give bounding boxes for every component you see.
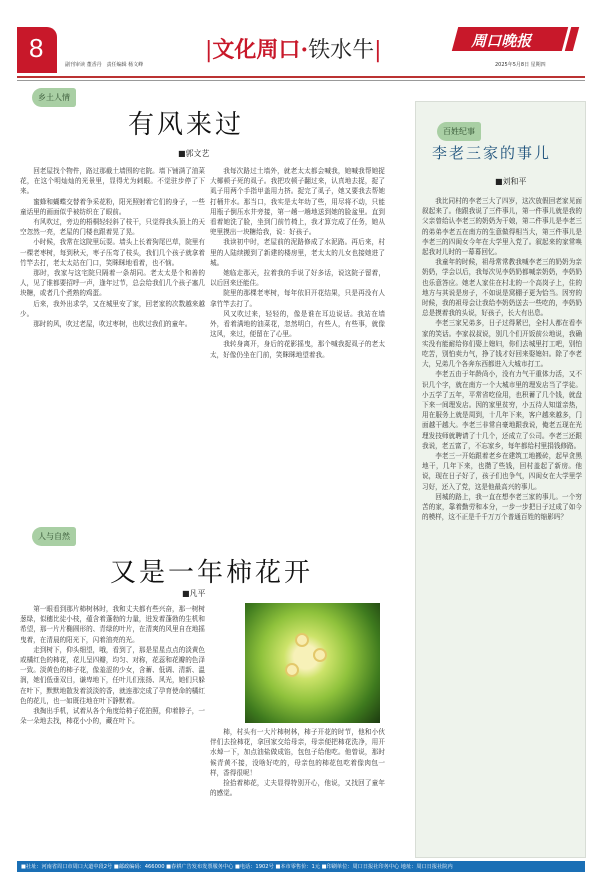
paragraph: 蜜蜂和蝴蝶交替着争采花粉，阳光照射着它们的身子，一些童话里的画面似乎被纺织在了眼前。 [20, 197, 205, 216]
sidebar-tag: 百姓纪事 [437, 122, 481, 141]
article2-column-2 [210, 727, 385, 859]
paragraph: 李老三一开始跟着老乡在建筑工地搬砖，起早贪黑地干，几年下来，也攒了些钱，回村盖起了新房。他说，现在日子好了，孩子们也争气，四闺女在大学里学习好，还入了党，这是他最高兴的事儿。 [422, 452, 582, 491]
paragraph: 第一眼看到那片柿树林时，我和丈夫都有些兴奋，那一树树葱绿，似穗比徒小枝，蕴含着蓬勃的力量，迸发着蓬勃的生机和希望，那一片片椭圆形的、青绿的叶片，在清爽的风里自在地摇曳着，在清晨的阳光下，闪着油亮的光。 [20, 605, 205, 644]
sidebar-body [422, 196, 582, 856]
page-number: 8 [17, 27, 57, 73]
paragraph: 李老五由于年龄尚小，没有力气干重体力活，又不识几个字，就在南方一个大城市里的理发店当了学徒。小五学了五年，平常省吃俭用，也积蓄了几个钱，就盘下来一间理发店。因的家里贫穷，小五待人知道亲热，用在服务上就是周到，十几年下来，客户越来越多，门面越干越大。李老三非常自豪地跟我说，俺老五现在光理发技师就聘请了十几个，还成立了公司。李老三还跟我说，老五富了，不忘家乡，每年都给村里捐钱修路。 [422, 370, 582, 450]
paragraph: 捡拾着柿花，丈夫显得特别开心，他说，又找回了童年的感觉。 [210, 779, 385, 798]
article2-tag: 人与自然 [32, 527, 76, 546]
editors-credit: 副刊审读 董香丹 责任编辑 杨文峰 [65, 62, 144, 68]
sidebar-title: 李老三家的事儿 [432, 144, 552, 162]
section-name-red: 文化周口 [212, 37, 301, 63]
persimmon-flower-photo [245, 603, 380, 723]
article2-title: 又是一年柿花开 [110, 558, 314, 588]
issue-date: 2025年5月8日 星期四 [495, 62, 546, 68]
paragraph: 我比同村的李老三大了四岁，这次放假回老家见面叙起来了。他跟我说了三件事儿，第一件事儿就是我的父亲曾给认李老三的奶奶为干娘，第二件事儿是李老三的弟弟李老五在南方的生意做得相当大，第三件事儿是李老三的四闺女今年在大学里入党了。叙起来的家常唤起我对儿时的一幕幕回忆。 [422, 197, 582, 257]
sidebar-author: ■刘和平 [495, 177, 527, 186]
article1-tag: 乡土人情 [32, 88, 76, 107]
paragraph: 有风吹过，旁边的梧桐轻轻斜了枝干，只觉得我头顶上的天空忽然一亮，老屋的门楼也跟着晃了晃。 [20, 218, 205, 237]
paragraph: 那时的风，吹过老屋，吹过枣树，也吹过我们的童年。 [33, 320, 192, 329]
paragraph: 小时候，我常在这院里玩耍。墙头上长着狗尾巴草，院里有一棵老枣树，每到秋天，枣子压弯了枝头，我们几个孩子就拿着竹竿去打，老太太站在门口，笑眯眯地看着，也不恼。 [20, 238, 205, 267]
paragraph: 走到树下，仰头细望，哦，看到了，那是星星点点的淡黄色或橘红色的柿花，花儿呈四瓣，均匀、对称，花蕊和花瓣的色泽一致。淡黄色的柿子花，像羞涩的少女，含蓄、低调、清新、温润，她们低垂双目，谦卑地下，任叶儿们张扬、风光，她们只躲在叶下，默默地散发着淡淡的香，就连那完成了孕育使命的橘红色的花儿，也一如既往地在叶下静默着。 [20, 645, 205, 705]
paragraph: 回城的路上，我一直在想李老三家的事儿。一个穷苦的家，靠着勤劳和本分，一步一步把日子过成了如今的模样，这不正是千千万万个普通百姓的缩影吗？ [422, 492, 582, 522]
paragraph: 院里的那棵老枣树，每年依旧开花结果，只是再没有人拿竹竿去打了。 [210, 289, 385, 308]
paragraph: 那时，我家与这宅院只隔着一条胡同。老太太是个和善的人，见了谁都要招呼一声，逢年过节，总会给我们几个孩子塞几块糖，或者几个煮熟的鸡蛋。 [20, 269, 205, 298]
paragraph: 李老三家兄弟多，日子过得紧巴，全村人都在看李家的笑话。李家叔叔说，别几个们开饭前公地说，我确实没有能耐给你们娶上媳妇，你们去城里打工吧，别怕吃苦，别怕卖力气，挣了钱才好回来娶媳妇。除了李老大，兄弟几个各奔东西都进入大城市打工。 [422, 319, 582, 369]
paragraph: 她临走那天，拉着我的手说了好多话，说这院子留着，以后回来还能住。 [210, 269, 385, 288]
article2-column-1 [20, 604, 205, 859]
paragraph: 我童年的时候，祖母常常教我喊李老三的奶奶为亲奶奶，学会以后，我每次见李奶奶都喊亲奶奶，李奶奶也乐意答应。她老人家住在村北的一个高岗子上，住的地方与其说是房子，不如说是窝棚子更为恰当。因穷的时候，我的祖母会让我给李奶奶送去一些吃的，李奶奶总是摸着我的头说，好孩子，长大有出息。 [422, 258, 582, 318]
section-dot: · [300, 37, 309, 63]
paragraph: 柿，村头有一大片柿树林，柿子开花的时节，他和小伙伴们去捡柿花，拿回家交给母亲，母亲便把柿花洗净，用开水焯一下，加点油盐做成馅，包包子给他吃。他曾说，那时候青黄不接，没啥好吃的，母亲包的柿花包吃着像肉包一样，香得很呢！ [210, 728, 385, 777]
footer-bar: ■社址：河南省周口市周口大道中段2号 ■邮政编码：466000 ■春耕广告发布发票服务中心 ■电话：1902号 ■本市零售价：1元 ■印刷单位：周口日报社印务中心 地址：周口日报社院内 [17, 861, 585, 872]
article1-column-2 [210, 166, 385, 506]
paragraph: 风又吹过来，轻轻的，像是谁在耳边说话。我站在墙外，看着满地的油菜花，忽然明白，有些人，有些事，就像这风，来过，便留在了心里。 [210, 309, 385, 339]
section-title: |文化周口·铁水牛| [205, 37, 382, 63]
paragraph: 我读初中时，老屋前的泥路修成了水泥路。再后来，村里的人陆续搬到了新建的楼房里，老太太的儿女也接她进了城。 [210, 238, 385, 267]
article1-author: ■郭文艺 [178, 149, 210, 158]
article1-column-1 [20, 166, 205, 506]
header-rule-thin [17, 80, 585, 81]
section-subname: 铁水牛 [308, 38, 375, 63]
paragraph: 我转身离开，身后的花影摇曳，那个喊我捉虱子的老太太，好像仍坐在门前，笑眯眯地望着我。 [210, 340, 385, 359]
paragraph: 我每次路过土墙外，就老太太都会喊我，她喊我帮她捉大椰顿子死的虱子。我把攻顿子翻过来，认真地去捉，捉了虱子用两个手指甲盖用力挤。捉完了虱子，她又要我去帮她打桶井水。那当口，我实是太年幼了些，用尽将不动，只能用瓶子倒压水井旁接，第一趟一趟地送到她的脸盆里。直到看着她洗了脸，坐到门前竹椅上，我才算完成了任务，她从兜里摸出一块糖给我，说：好孩子。 [210, 167, 385, 237]
paragraph: 我掏出手机，试着从各个角度给柿子花拍照，仰着脖子，一朵一朵地去找，柿花小小的，藏在叶下。 [20, 707, 205, 726]
newspaper-logo: 周口晚报 [452, 27, 568, 51]
header-rule [17, 76, 585, 78]
article2-author: ■凡平 [182, 589, 206, 598]
paragraph: 后来，我外出求学，又在城里安了家，回老家的次数越来越少。 [20, 299, 205, 318]
article1-title: 有风来过 [128, 110, 245, 140]
paragraph: 回老屋找个物件，路过那截土墙围的宅院。墙下铺满了油菜花，在这个明灿灿的光景里，显得尤为刺眼。不觉驻步停了下来。 [20, 167, 205, 196]
